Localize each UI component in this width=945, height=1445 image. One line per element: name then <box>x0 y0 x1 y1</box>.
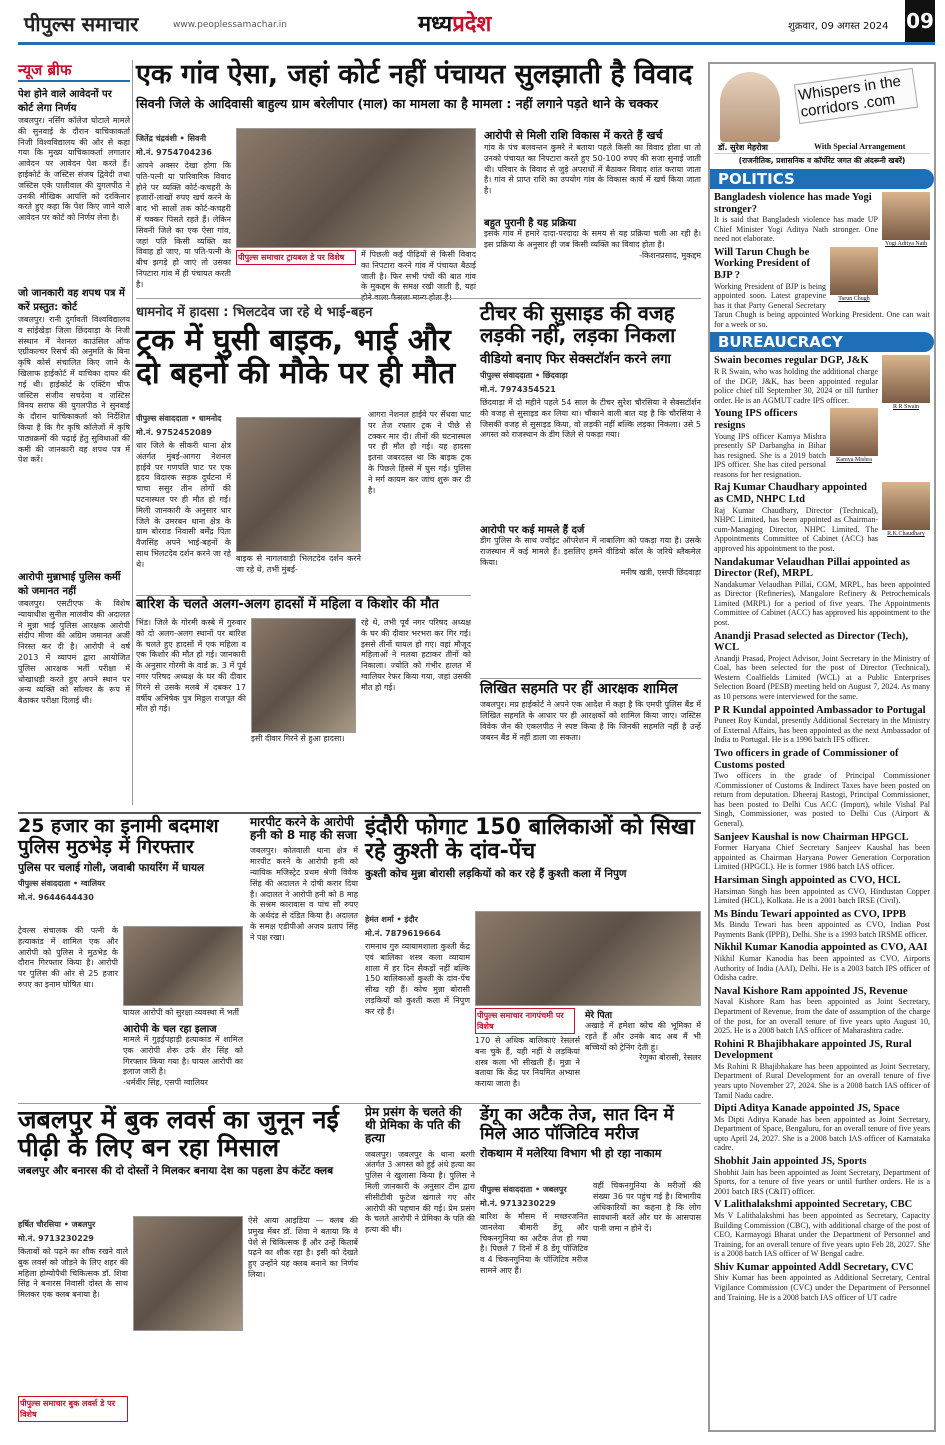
item-body: Ms V Lalithalakshmi has been appointed as Secretary, Capacity Building Commission (CBC), with additional charge of the post of CEO, Karmayogi Bharat under the Department of Personnel and Training, for an overall tenure of five years upto Feb 28, 2027. She is a 2008 batch IAS officer of W Bengal cadre. <box>714 1210 930 1259</box>
whisper-item[interactable] <box>714 557 930 628</box>
item-title: P R Kundal appointed Ambassador to Portugal <box>714 704 926 716</box>
item-body: Two officers in the grade of Principal Commissioner /Commissioner of Customs & Indirect Taxes have been posted on return from deputation. Dheeraj Rastogi, Principal Commissioner, has been posted to Delhi Cus ACC (Import), while Vishal Pal Singh, Commissioner, was posted to Delhi Cus (Airport & General). <box>714 771 930 829</box>
photo-caption: Yogi Aditya Nath <box>884 241 928 247</box>
portrait-image <box>882 482 930 530</box>
whisper-item[interactable] <box>714 909 930 940</box>
top-story-body: आपने अक्सर देखा होगा कि पति-पत्नी या पारिवारिक विवाद होने पर व्यक्ति कोर्ट-कचहरी के हजारों-लाखों रुपए खर्च करने के बाद भी सालों तक कोर्ट-कचहरी में चक्कर पिसते रहते हैं। लेकिन सिवनी जिले का एक ऐसा गांव, जहां पति किसी व्यक्ति का विवाह हो जाए, या पति-पत्नी के बीच झगड़े हो जाएं तो उसका निपटारा गांव में ही पंचायत करती है। <box>136 161 231 289</box>
item-body: Ms Rohini R Bhajibhakare has been appointed as Joint Secretary, Department of Rural Development for an overall tenure of five years upto November 27, 2024. She is a 2008 batch IAS officer of Tamil Nadu cadre. <box>714 1061 930 1100</box>
whisper-item[interactable] <box>714 482 930 553</box>
mobile: मो.नं. 7974354521 <box>480 385 556 394</box>
body: जबलपुर। कोतवाली थाना क्षेत्र में मारपीट करने के आरोपी हनी को न्यायिक मजिस्ट्रेट प्रथम श्रेणी विवेक सिंह की अदालत ने दोषी करार दिया है। अदालत ने आरोपी हनी को 8 माह के सश्रम कारावास व पांच सौ रुपए के अर्थदंड से दंडित किया है। अदालत के समक्ष एडीपीओ अजय प्रताप सिंह ने पक्ष रखा। <box>250 846 358 942</box>
quote: अखाड़े में हमेशा कोच की भूमिका में रहते हैं और उनके बाद अब मैं भी बच्चियों को ट्रेनिंग देती हूं। <box>585 1021 701 1052</box>
news-brief-label: न्यूज ब्रीफ <box>18 60 130 82</box>
caption: घायल आरोपी को सुरक्षा व्यवस्था में भर्ती <box>123 1008 239 1017</box>
sub-headline: आरोपी के चल रहा इलाज <box>123 1024 217 1035</box>
subhead: कुश्ती कोच मुन्ना बोरासी लड़कियों को कर रहे हैं कुश्ती कला में निपुण <box>365 868 627 881</box>
item-title: Shiv Kumar appointed Addl Secretary, CVC <box>714 1261 914 1273</box>
body: जबलपुर। मप्र हाईकोर्ट ने अपने एक आदेश में कहा है कि एमपी पुलिस बैंड में लिखित सहमति के आधार पर ही आरक्षकों को शामिल किया जाए। जस्टिस विवेक जैन की एकलपीठ ने स्पष्ट किया है कि जिनकी सहमति नहीं है उन्हें जबरन बैंड में नहीं डाला जा सकता। <box>480 700 701 742</box>
brief-body: जबलपुर। एसटीएफ के विशेष न्यायाधीश सुनील मालवीय की अदालत ने मुन्ना भाई पुलिस आरक्षक आरोपी संदीप मीणा की अग्रिम जमानत अर्जी निरस्त कर दी है। आरोपी ने वर्ष 2013 में व्यापमं द्वारा आयोजित पुलिस आरक्षक भर्ती परीक्षा में धोखाधड़ी करते हुए अपने स्थान पर अन्य व्यक्ति को सॉल्वर के रूप में बैठाकर परीक्षा दिलाई थी। <box>18 599 130 706</box>
whisper-item[interactable] <box>714 192 930 247</box>
section-title-b: प्रदेश <box>452 12 492 37</box>
photo-caption: R.K.Chaudhary <box>887 531 925 538</box>
side2-body: इसके गांव में हमारे दादा-परदादा के समय से यह प्रक्रिया चली आ रही है। इस प्रक्रिया के अनुसार ही जब किसी व्यक्ति का विवाद होता है। <box>484 229 701 249</box>
assault-sentence-story[interactable] <box>250 816 358 1101</box>
whispers-logo: Whispers in the corridors .com <box>794 68 918 124</box>
quote-heading: मेरे पिता <box>585 1011 613 1021</box>
whisper-item[interactable] <box>714 748 930 829</box>
top-story-body-2: में पिछली कई पीढ़ियों से किसी विवाद का निपटारा करने गांव में पंचायत बैठाई जाती है। फिर सभी पंचों की बात गांव के मुकद्दम के समक्ष रखी जाती है, यहां <box>361 250 476 292</box>
headline: टीचर की सुसाइड की वजह लड़की नहीं, लड़का निकला <box>480 301 676 347</box>
portrait-image <box>882 355 930 403</box>
item-body: Former Haryana Chief Secretary Sanjeev Kaushal has been appointed as Chairman Haryana Power Generation Corporation Limited (HPGCL). He is former 1986 batch IAS officer. <box>714 843 930 872</box>
item-body: Naval Kishore Ram has been appointed as Joint Secretary, Department of Revenue, from the date of assumption of the charge of the post, for an overall tenure of five years upto August 10, 2025. He is a 2008 batch IAS officer of Maharashtra cadre. <box>714 997 930 1036</box>
rain-accident-story[interactable] <box>136 595 471 810</box>
brief-body: जबलपुर। नर्सिंग कॉलेज घोटाले मामले की सुनवाई के दौरान याचिकाकर्ता निजी विश्वविद्यालय की ओर से कहा गया कि मुख्य याचिकाकर्ता लगातार आवेदन पर आवेदन पेश करते हैं। हाईकोर्ट के जस्टिस संजय द्विवेदी तथा जस्टिस एके पालीवाल की युगलपीठ ने उनकी मौखिक आपत्ति को दरकिनार करते हुए कहा कि पेश किए जाने वाले आवेदन पर कोर्ट को निर्णय लेना है। <box>18 116 130 223</box>
village-panchayat-photo <box>236 128 476 248</box>
photo-caption: Kamya Mishra <box>836 457 872 464</box>
sub-body: मामले में गुड़ईपहाड़ी हत्याकांड में शामिल एक आरोपी शेरू उर्फ शेर सिंह को गिरफ्तार किया गया है। घायल आरोपी का इलाज जारी है। <box>123 1035 243 1077</box>
body-2: रहे थे, तभी पूर्व नगर परिषद अध्यक्ष के घर की दीवार भरभरा कर गिर गई। इससे तीनों घायल हो गए। वहां मौजूद महिलाओं ने मलबा हटाकर तीनों को निकाला। ज्योति को गंभीर हालत में ग्वालियर रेफर किया गया, जहां उसकी मौत हो गई। <box>361 618 471 692</box>
headline: प्रेम प्रसंग के चलते की थी प्रेमिका के पति की हत्या <box>365 1105 462 1146</box>
byline: हेमंत शर्मा • इंदौर <box>365 915 418 924</box>
byline: हर्षित चौरसिया • जबलपुर <box>18 1220 96 1229</box>
body: छिंदवाड़ा में दो महीने पहले 54 साल के टीचर सुरेश चौरसिया ने सेक्सटॉर्शन की वजह से सुसाइड कर लिया था। चौंकाने वाली बात यह है कि चौरसिया ने जिसकी वजह से सुसाइड किया, वो लड़की नहीं बल्कि लड़का निकला। उसे 5 अगस्त को राजस्थान के डीग जिले से पकड़ा गया। <box>480 398 701 440</box>
special-tag: पीपुल्स समाचार बुक लवर्स डे पर विशेष <box>18 1396 128 1422</box>
headline: जबलपुर में बुक लवर्स का जुनून नई पीढ़ी के लिए बन रहा मिसाल <box>18 1105 339 1162</box>
whisper-item[interactable] <box>714 408 930 479</box>
sub-body: डीग पुलिस के साथ ज्वॉइंट ऑपरेशन में नाबालिग को पकड़ा गया है। उसके राजस्थान में कई मामले हैं। इसलिए हमने वीडियो कॉल के जरिये ब्लैकमेल किया। <box>480 536 701 567</box>
item-title: Swain becomes regular DGP, J&K <box>714 355 869 367</box>
teacher-suicide-story[interactable] <box>480 302 701 674</box>
body: ट्रेवल्स संचालक की पत्नी के हत्याकांड में शामिल एक और आरोपी को पुलिस ने मुठभेड़ के दौरान गिरफ्तार किया है। आरोपी पर पुलिस की ओर से 25 हजार रुपए का इनाम घोषित था। <box>18 926 118 989</box>
dhamnod-accident-story[interactable] <box>136 302 471 590</box>
quote-attribution: मनीष खत्री, एसपी छिंदवाड़ा <box>620 568 701 578</box>
brief-title: आरोपी मुन्नाभाई पुलिस कर्मी को जमानत नहीं <box>18 572 121 597</box>
item-title: Dipti Aditya Kanade appointed JS, Space <box>714 1103 900 1115</box>
item-body: Puneet Roy Kundal, presently Additional Secretary in the Ministry of External Affairs, has been appointed as the next Ambassador of India to Portugal. He is a 1996 batch IFS officer. <box>714 716 930 745</box>
item-title: V Lalithalakshmi appointed Secretary, CBC <box>714 1199 913 1211</box>
encounter-story[interactable] <box>18 816 243 1101</box>
whisper-item[interactable] <box>714 1156 930 1196</box>
whisper-item[interactable] <box>714 1262 930 1302</box>
author-name: डॉ. सुरेश मेहरोत्रा <box>718 143 768 152</box>
item-title: Young IPS officers resigns <box>714 408 798 431</box>
sub-headline: आरोपी पर कई मामले हैं दर्ज <box>480 525 585 536</box>
brief-item[interactable] <box>18 569 130 799</box>
top-story-headline: एक गांव ऐसा, जहां कोर्ट नहीं पंचायत सुलझाती है विवाद <box>136 59 693 90</box>
photo-caption: R R Swain <box>892 404 919 411</box>
photo-caption: Tarun Chugh <box>838 295 870 302</box>
mobile: मो.नं. 9713230229 <box>480 1199 556 1208</box>
issue-date: शुक्रवार, 09 अगस्त 2024 <box>788 21 889 32</box>
headline: इंदौरी फोगाट 150 बालिकाओं को सिखा रहे कुश्ती के दांव-पेंच <box>365 815 695 865</box>
item-title: Anandji Prasad selected as Director (Tech), WCL <box>714 630 909 654</box>
portrait-image <box>830 247 878 295</box>
item-title: Nandakumar Velaudhan Pillai appointed as Director (Ref), MRPL <box>714 556 910 580</box>
masthead <box>18 0 935 45</box>
dengue-story[interactable] <box>480 1106 701 1436</box>
whisper-item[interactable] <box>714 1103 930 1153</box>
whispers-column <box>708 62 936 1432</box>
murder-story[interactable] <box>365 1106 475 1436</box>
item-title: Will Tarun Chugh be Working President of BJP ? <box>714 246 811 281</box>
top-story[interactable] <box>136 60 701 296</box>
item-body: Ms Bindu Tewari has been appointed as CVO, Indian Post Payments Bank (IPPB), Delhi. She is a 1993 batch IRSME officer. <box>714 920 930 939</box>
byline: पीपुल्स संवाददाता • जबलपुर <box>480 1185 567 1194</box>
special-tag: पीपुल्स समाचार ट्रायबल डे पर विशेष <box>236 250 356 265</box>
body: भिंड। जिले के गोरमी कस्बे में गुरुवार को दो अलग-अलग स्थानों पर बारिश के चलते हुए हादसों में एक महिला व एक किशोर की मौत हो गई। जानकारी के अनुसार गोरमी के वार्ड क्र. 3 में पूर्व नगर परिषद अध्यक्ष के घर की दीवार गिरने से उसके मलबे में दबकर 17 वर्षीय अभिषेक पुत्र मिठ्ठल राजपूत की मौत हो गई। <box>136 618 246 714</box>
mobile: मो.नं. 9752452089 <box>136 428 212 437</box>
item-body: Anandji Prasad, Project Advisor, Joint Secretary in the Ministry of Coal, has been selected for the post of Director (Technical), Western Coalfields Limited (WCL) at a Public Enterprises Selection Board (PESB) meeting held on August 7, 2024. As many as 10 persons were interviewed for the same. <box>714 653 930 702</box>
item-body: Shiv Kumar has been appointed as Additional Secretary, Central Vigilance Commission (CVC) under the Department of Personnel and Training. He is a 2008 batch IAS officer of UT cadre <box>714 1273 930 1302</box>
wrestling-story[interactable] <box>365 816 701 1101</box>
item-title: Harsiman Singh appointed as CVO, HCL <box>714 874 901 886</box>
subhead: जबलपुर और बनारस की दो दोस्तों ने मिलकर बनाया देश का पहला डेप कंटेंट क्लब <box>18 1165 334 1177</box>
subhead: पुलिस पर चलाई गोली, जवाबी फायरिंग में घायल <box>18 861 205 874</box>
arrangement: With Special Arrangement <box>814 142 906 151</box>
byline: पीपुल्स संवाददाता • ग्वालियर <box>18 878 106 888</box>
subhead: रोकथाम में मलेरिया विभाग भी हो रहा नाकाम <box>480 1147 662 1161</box>
item-body: It is said that Bangladesh violence has made UP Chief Minister Yogi Aditya Nath stronger. One need not elaborate. <box>714 215 878 244</box>
item-title: Nikhil Kumar Kanodia appointed as CVO, AAI <box>714 942 928 954</box>
injured-accused-photo <box>123 926 243 1006</box>
whisper-item[interactable] <box>714 832 930 872</box>
mobile: मो.नं. 9644644430 <box>18 892 94 902</box>
whisper-item[interactable] <box>714 986 930 1036</box>
portrait-image <box>830 408 878 456</box>
quote-attribution: रेणुका बोरासी, रेसलर <box>639 1053 701 1063</box>
body-2: ऐसे आया आइडिया — क्लब की प्रमुख मेंबर डॉ. शिवा ने बताया कि वे पेशे से चिकित्सक हैं और उन्हें किताबें पढ़ने का शौक रहा है। इसी को देखते हुए उन्होंने यह क्लब बनाने का निर्णय लिया। <box>248 1216 358 1279</box>
item-body: Harsiman Singh has been appointed as CVO, Hindustan Copper Limited (HCL), Kolkata. He is a 2001 batch IRSE (Civil). <box>714 886 930 906</box>
whisper-item[interactable] <box>714 355 930 411</box>
body: जबलपुर। जबलपुर के थाना बरगी अंतर्गत 3 अगस्त को हुई अंधे हत्या का पुलिस ने खुलासा किया है। पुलिस ने मिली जानकारी के अनुसार टीम द्वारा सीसीटीवी फुटेज खंगाले गए और आरोपी की पहचान की गई। प्रेम प्रसंग के चलते आरोपी ने प्रेमिका के पति की हत्या की थी। <box>365 1149 475 1235</box>
mobile: मो.नं. 9754704236 <box>136 148 212 157</box>
whisper-item[interactable] <box>714 1199 930 1259</box>
headline: 25 हजार का इनामी बदमाश पुलिस मुठभेड़ में गिरफ्तार <box>18 815 219 858</box>
website-url[interactable]: www.peoplessamachar.in <box>173 20 287 30</box>
item-body: Shobhit Jain has been appointed as Joint Secretary, Department of Sports, for a tenure of five years or until further orders. He is a 2001 batch IRS (C&IT) officer. <box>714 1167 930 1196</box>
body-2: आगरा नेशनल हाईवे पर सेंधवा घाट पर तेज रफ्तार ट्रक ने पीछे से टक्कर मार दी। तीनों की घटनास्थल पर ही मौत हो गई। यह हादसा इतना जबरदस्त था कि बाइक ट्रक के पिछले हिस्से में घुस गई। पुलिस ने मर्ग कायम कर जांच शुरू कर दी है। <box>368 410 471 495</box>
mobile: मो.नं. 7879619664 <box>365 929 441 938</box>
book-lovers-story[interactable] <box>18 1106 358 1436</box>
body: बारिश के मौसम में मच्छरजनित जानलेवा बीमारी डेंगू और चिकनगुनिया का अटैक तेज हो गया है। पिछले 7 दिनों में 8 डेंगू पॉजिटिव व 4 चिकनगुनिया के पॉजिटिव मरीज सामने आए हैं। <box>480 1212 588 1275</box>
whisper-item[interactable] <box>714 1039 930 1100</box>
byline: जितेंद्र चंद्रवंशी • सिवनी <box>136 134 207 143</box>
whisper-item[interactable] <box>714 247 930 330</box>
caption: इसी दीवार गिरने से हुआ हादसा। <box>251 734 345 743</box>
whisper-item[interactable] <box>714 631 930 702</box>
author-photo <box>720 72 780 142</box>
tagline: (राजनीतिक, प्रशासनिक व कॉर्पोरेट जगत की अंदरूनी खबरें) <box>738 156 906 165</box>
mobile: मो.नं. 9713230229 <box>18 1234 94 1243</box>
item-title: Naval Kishore Ram appointed JS, Revenue <box>714 985 908 997</box>
quote-attribution: -धर्मवीर सिंह, एसपी ग्वालियर <box>123 1078 208 1088</box>
brief-body: जबलपुर। रानी दुर्गावती विश्वविद्यालय व सांईखेड़ा जिला छिंदवाड़ा के निजी संस्थान में नेशनल काउंसिल ऑफ एग्रीकल्चर रिसर्च की अनुमति के बिना कृषि कोर्स संचालित किए जाने के खिलाफ हाईकोर्ट में याचिका दायर की गई थी। हाईकोर्ट के एक्टिंग चीफ जस्टिस संजीव सचदेवा व जस्टिस विनय सराफ की युगलपीठ ने सुनवाई के दौरान याचिकाकर्ता को निर्देशित किया है कि गैर कृषि कॉलेजों में कृषि पाठ्यक्रमों की पढ़ाई हेतु सुविधाओं की कमी की जानकारी वह शपथ पत्र में पेश करें। <box>18 315 130 465</box>
wrestling-training-photo <box>475 911 701 1006</box>
headline: मारपीट करने के आरोपी हनी को 8 माह की सजा <box>250 815 357 843</box>
item-body: R R Swain, who was holding the additional charge of the DGP, J&K, has been appointed regular police chief till September 30, 2024 or till further order. He is an AGMUT cadre IPS officer. <box>714 367 878 405</box>
item-title: Sanjeev Kaushal is now Chairman HPGCL <box>714 831 909 843</box>
bureaucracy-label: BUREAUCRACY <box>710 332 934 352</box>
byline: पीपुल्स संवाददाता • छिंदवाड़ा <box>480 371 568 380</box>
body: रामनाथ गुरु व्यायामशाला कुश्ती केंद्र एवं बालिका शस्त्र कला व्यायाम शाला में हर दिन सैकड़ों नहीं बल्कि 150 बालिकाओं कुश्ती के दांव-पेंच सीख रही हैं। कोच मुन्ना बोरासी लड़कियों को कुश्ती कला में निपुण कर रहे हैं। <box>365 942 470 1016</box>
headline: ट्रक में घुसी बाइक, भाई और दो बहनों की मौके पर ही मौत <box>136 323 456 391</box>
item-title: Shobhit Jain appointed JS, Sports <box>714 1156 867 1168</box>
person-photo <box>882 192 930 247</box>
person-photo <box>882 355 930 410</box>
body-2: 170 से अधिक बालिकाएं रेसलर्स बना चुके हैं, यही नहीं ये लड़कियां शस्त्र कला भी सीखती हैं। मुन्ना ने बताया कि केंद्र पर नियमित अभ्यास कराया जाता है। <box>475 1036 580 1089</box>
item-title: Ms Bindu Tewari appointed as CVO, IPPB <box>714 908 907 920</box>
item-title: Bangladesh violence has made Yogi stronger? <box>714 192 872 215</box>
brief-item[interactable] <box>18 285 130 565</box>
item-body: Raj Kumar Chaudhary, Director (Technical), NHPC Limited, has been appointed as Chairman-cum-Managing Director, NHPC Limited. The Appointments Committee of Cabinet (ACC) has approved his appointment to the post. <box>714 505 878 553</box>
brief-title: जो जानकारी वह शपथ पत्र में करें प्रस्तुत: कोर्ट <box>18 288 125 313</box>
item-title: Rohini R Bhajibhakare appointed JS, Rural Development <box>714 1038 912 1062</box>
section-title <box>418 8 491 38</box>
newspaper-logo[interactable]: पीपुल्स समाचार <box>24 12 139 36</box>
byline: पीपुल्स संवाददाता • धामनोद <box>136 414 222 423</box>
item-title: Two officers in grade of Commissioner of Customs posted <box>714 747 899 771</box>
side2-headline: बहुत पुरानी है यह प्रक्रिया <box>484 218 576 229</box>
page-number: 09 <box>905 0 935 42</box>
item-body: Nandakumar Velaudhan Pillai, CGM, MRPL, has been appointed as Director (Refineries), Mangalore Refinery & Petrochemicals Limited (MRPL) for a period of five years. The Appointments Committee of Cabinet (ACC) has approved his appointment to the post. <box>714 579 930 627</box>
headline: लिखित सहमति पर हीं आरक्षक शामिल <box>480 681 678 697</box>
whisper-item[interactable] <box>714 875 930 906</box>
whisper-item[interactable] <box>714 705 930 745</box>
top-story-subhead: सिवनी जिले के आदिवासी बाहुल्य ग्राम बरेलीपार (माल) का मामला का है मामला : नहीं लगाने पड़ते थाने के चक्कर <box>136 95 659 111</box>
quote-attribution: -किशनप्रसाद, मुकद्दम <box>639 250 701 260</box>
item-body: Young IPS officer Kamya Mishra presently SP Darbangha in Bihar has resigned. She is a 2019 batch IPS officer. She has cited personal reasons for her resignation. <box>714 431 826 479</box>
person-photo <box>830 408 878 463</box>
side-headline: आरोपी से मिली राशि विकास में करते हैं खर्च <box>484 129 663 142</box>
whisper-item[interactable] <box>714 942 930 982</box>
victims-photo <box>236 417 361 552</box>
caption: बाइक से नागलवाड़ी भिलटदेव दर्शन करने जा रहे थे, तभी मुंबई- <box>236 554 361 574</box>
portrait-image <box>882 192 930 240</box>
whispers-banner <box>714 68 930 154</box>
politics-label: POLITICS <box>710 169 934 189</box>
item-body: Ms Dipti Aditya Kanade has been appointed as Joint Secretary, Department of Space, Bengaluru, for an overall tenure of five years upto April 24, 2027. She is a 2008 batch IAS officer of Karnataka cadre. <box>714 1114 930 1153</box>
body: किताबों को पढ़ने का शौक रखने वाले बुक लवर्स को जोड़ने के लिए शहर की महिला होम्योपैथी चिकित्सक डॉ. शिवा सिंह ने बनारस निवासी दोस्त के साथ मिलकर एक क्लब बनाया है। <box>18 1247 128 1300</box>
item-title: Raj Kumar Chaudhary appointed as CMD, NHPC Ltd <box>714 482 867 506</box>
subhead: वीडियो बनाए फिर सेक्सटॉर्शन करने लगा <box>480 352 671 367</box>
section-title-a: मध्य <box>418 12 453 37</box>
special-tag: पीपुल्स समाचार नागपंचमी पर विशेष <box>475 1008 575 1034</box>
person-photo <box>830 247 878 302</box>
collapsed-wall-photo <box>251 618 356 733</box>
headline: बारिश के चलते अलग-अलग हादसों में महिला व किशोर की मौत <box>136 597 439 612</box>
brief-item[interactable] <box>18 86 130 281</box>
person-photo <box>882 482 930 537</box>
police-band-consent-story[interactable] <box>480 678 701 810</box>
body-2: वहीं चिकनगुनिया के मरीजों की संख्या 36 पर पहुंच गई है। विभागीय अधिकारियों का कहना है कि लोग सावधानी बरतें और घर के आसपास पानी जमा न होने दें। <box>593 1181 701 1234</box>
headline: डेंगू का अटैक तेज, सात दिन में मिले आठ पॉजिटिव मरीज <box>480 1105 674 1144</box>
item-body: Nikhil Kumar Kanodia has been appointed as CVO, Airports Authority of India (AAI), Delhi. He is a 2003 batch IPS officer of Odisha cadre. <box>714 953 930 983</box>
side-body: गांव के पंच बलवन्तन कुमरे ने बताया पहले किसी का विवाद होता था तो उनको पंचायत का निपटारा करते हुए 50-100 रुपए की सजा सुनाई जाती थी। परिवार के विवाद से जुड़े अपराधों में बैठाकर विवाद शांत कराया जाता है। गांव से प्राप्त राशि का उपयोग गांव के विकास कार्य में खर्च किया जाता है। <box>484 143 701 196</box>
body: धार जिले के सीकरी थाना क्षेत्र अंतर्गत मुंबई-आगरा नेशनल हाईवे पर गणपति घाट पर एक हृदय विदारक सड़क दुर्घटना में चाचा ससुर तीन लोगों की घटनास्थल पर ही मौत हो गई। मिली जानकारी के अनुसार धार जिले के उमरबन थाना क्षेत्र के ग्राम बोरराड निवासी बर्मेंद्र पिता वैजसिंह अपने भाई-बहनों के साथ भिलटदेव दर्शन करने जा रहे थे। <box>136 441 231 569</box>
book-club-photo <box>133 1216 243 1331</box>
brief-title: पेश होने वाले आवेदनों पर कोर्ट लेगा निर्णय <box>18 89 112 114</box>
item-body: Working President of BJP is being appointed soon. Latest grapevine has it that Party General Secretary Tarun Chugh is being appointed Working President. One can wait for a week or so. <box>714 281 930 329</box>
kicker: धामनोद में हादसा : भिलटदेव जा रहे थे भाई-बहन <box>136 305 373 320</box>
